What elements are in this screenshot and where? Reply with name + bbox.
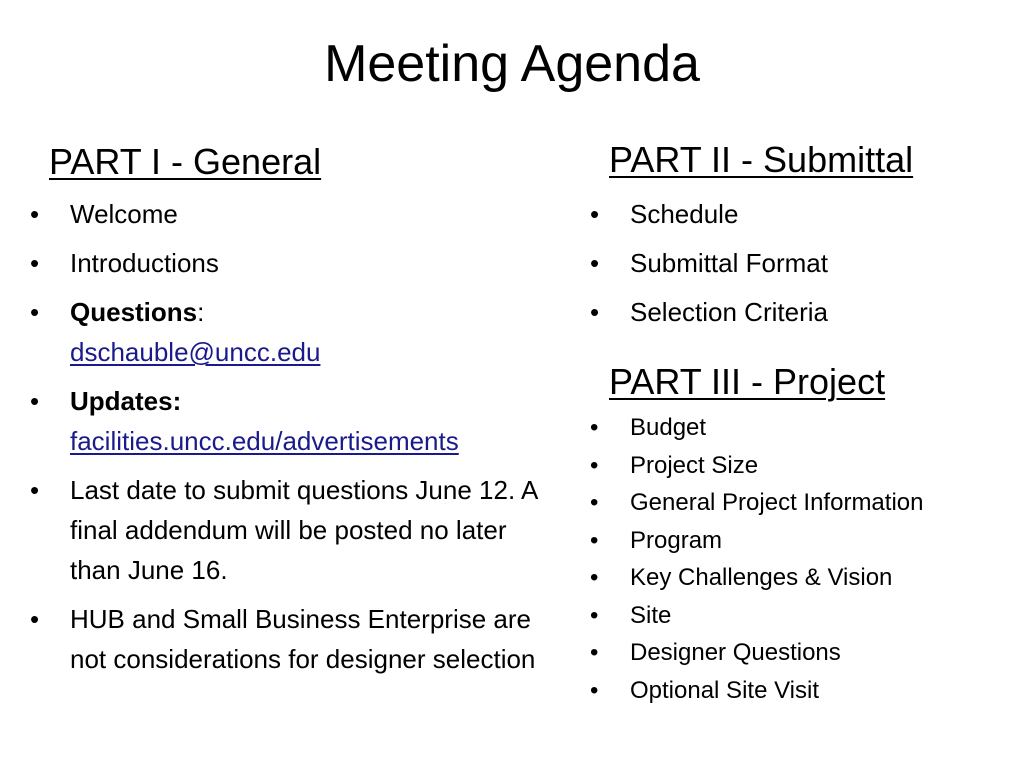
list-item-updates — [30, 381, 570, 461]
part1-heading: PART I - General — [49, 141, 322, 182]
list-item — [590, 672, 1010, 710]
item-text: Welcome — [70, 199, 178, 229]
bullet-icon: • — [590, 489, 599, 516]
list-item-introductions — [30, 243, 570, 283]
questions-email-link[interactable]: dschauble@uncc.edu — [70, 337, 321, 367]
bullet-icon: • — [30, 386, 40, 416]
list-item-welcome — [30, 194, 570, 234]
updates-label: Updates: — [70, 386, 182, 416]
item-text: Budget — [630, 414, 707, 441]
questions-label: Questions — [70, 297, 198, 327]
list-item — [590, 634, 1010, 672]
item-text: Key Challenges & Vision — [630, 564, 893, 591]
bullet-icon: • — [30, 604, 40, 634]
updates-link[interactable]: facilities.uncc.edu/advertisements — [70, 426, 459, 456]
list-item — [590, 447, 1010, 485]
part2-list — [590, 194, 1010, 341]
list-item-hub — [30, 599, 570, 679]
bullet-icon: • — [590, 564, 599, 591]
questions-separator: : — [197, 297, 205, 327]
part2-heading: PART II - Submittal — [609, 139, 914, 180]
list-item — [590, 243, 1010, 283]
bullet-icon: • — [590, 639, 599, 666]
item-text: Submittal Format — [630, 248, 828, 278]
bullet-icon: • — [30, 199, 40, 229]
part3-heading: PART III - Project — [609, 361, 886, 402]
part1-list — [30, 194, 570, 688]
item-text: General Project Information — [630, 489, 924, 516]
item-text: Schedule — [630, 199, 739, 229]
list-item — [590, 292, 1010, 332]
bullet-icon: • — [590, 297, 600, 327]
list-item — [590, 522, 1010, 560]
item-text: Selection Criteria — [630, 297, 828, 327]
item-text: Project Size — [630, 451, 759, 479]
list-item-questions — [30, 292, 570, 372]
bullet-icon: • — [30, 297, 40, 327]
list-item — [590, 194, 1010, 234]
list-item — [590, 484, 1010, 522]
bullet-icon: • — [30, 475, 40, 505]
list-item-last-date — [30, 470, 550, 590]
item-text: Last date to submit questions June 12. A final addendum will be posted no later than June 16. — [70, 475, 537, 585]
bullet-icon: • — [590, 676, 599, 704]
list-item — [590, 559, 1010, 597]
item-text: Optional Site Visit — [630, 676, 819, 704]
bullet-icon: • — [590, 248, 600, 278]
item-text: Program — [630, 526, 723, 554]
part3-list — [590, 409, 1010, 709]
item-text: HUB and Small Business Enterprise are not considerations for designer selection — [70, 604, 536, 674]
bullet-icon: • — [590, 601, 599, 629]
bullet-icon: • — [30, 248, 40, 278]
item-text: Designer Questions — [630, 639, 841, 666]
list-item — [590, 597, 1010, 635]
bullet-icon: • — [590, 526, 599, 554]
list-item — [590, 409, 1010, 447]
item-text: Introductions — [70, 248, 219, 278]
bullet-icon: • — [590, 414, 599, 441]
slide-title: Meeting Agenda — [324, 35, 700, 93]
bullet-icon: • — [590, 451, 599, 479]
bullet-icon: • — [590, 199, 600, 229]
item-text: Site — [630, 601, 672, 629]
